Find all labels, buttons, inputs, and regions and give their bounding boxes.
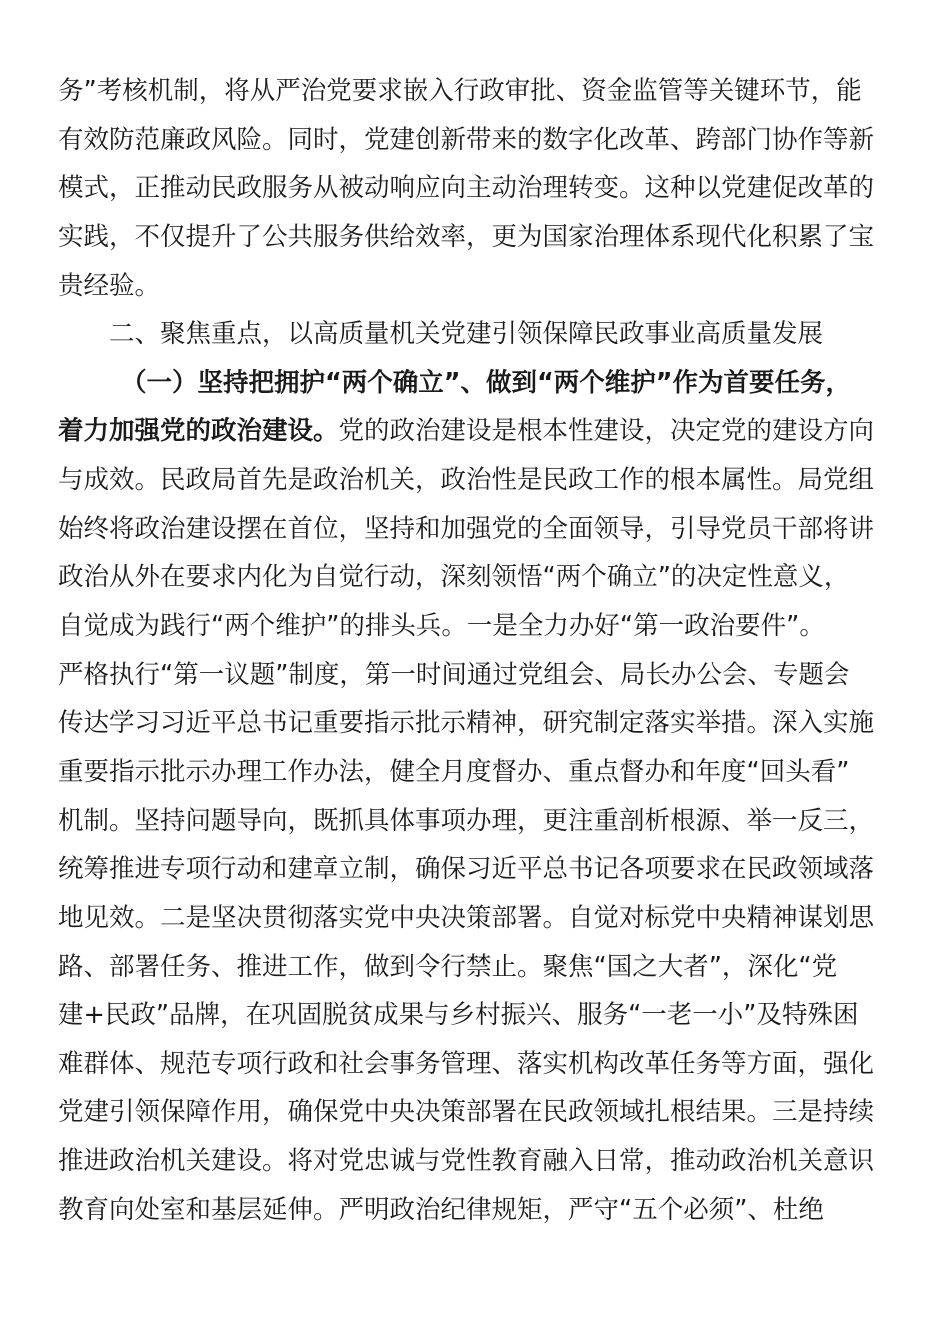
body-line: 推进政治机关建设。将对党忠诚与党性教育融入日常，推动政治机关意识 (58, 1146, 875, 1177)
body-line: 传达学习习近平总书记重要指示批示精神，研究制定落实举措。深入实施 (58, 708, 875, 739)
body-line: 难群体、规范专项行政和社会事务管理、落实机构改革任务等方面，强化 (58, 1048, 875, 1079)
body-line: 自觉成为践行“两个维护”的排头兵。一是全力办好“第一政治要件”。 (58, 611, 825, 642)
paragraph-line: 有效防范廉政风险。同时，党建创新带来的数字化改革、跨部门协作等新 (58, 124, 875, 155)
body-line: 重要指示批示办理工作办法，健全月度督办、重点督办和年度“回头看” (58, 756, 850, 787)
paragraph-line: 贵经验。 (58, 270, 161, 301)
body-line: 严格执行“第一议题”制度，第一时间通过党组会、局长办公会、专题会 (58, 659, 850, 690)
body-line: 政治从外在要求内化为自觉行动，深刻领悟“两个确立”的决定性意义， (58, 562, 850, 593)
paragraph-line: 实践，不仅提升了公共服务供给效率，更为国家治理体系现代化积累了宝 (58, 221, 875, 252)
document-page (58, 67, 892, 1234)
body-line: 与成效。民政局首先是政治机关，政治性是民政工作的根本属性。局党组 (58, 465, 875, 496)
section-heading: 二、聚焦重点，以高质量机关党建引领保障民政事业高质量发展 (109, 319, 824, 350)
body-line: 路、部署任务、推进工作，做到令行禁止。聚焦“国之大者”，深化“党 (58, 951, 838, 982)
body-line: 机制。坚持问题导向，既抓具体事项办理，更注重剖析根源、举一反三， (58, 805, 875, 836)
subheading-line: （一）坚持把拥护“两个确立”、做到“两个维护”作为首要任务， (121, 367, 852, 398)
paragraph-line: 务”考核机制，将从严治党要求嵌入行政审批、资金监管等关键环节，能 (58, 76, 862, 106)
body-line: 教育向处室和基层延伸。严明政治纪律规矩，严守“五个必须”、杜绝 (58, 1194, 824, 1225)
body-line: 党建引领保障作用，确保党中央决策部署在民政领域扎根结果。三是持续 (58, 1097, 875, 1128)
body-line: 建+民政”品牌，在巩固脱贫成果与乡村振兴、服务“一老一小”及特殊困 (58, 1000, 859, 1031)
subheading-continuation-line (58, 407, 892, 456)
body-line: 地见效。二是坚决贯彻落实党中央决策部署。自觉对标党中央精神谋划思 (58, 902, 875, 933)
body-line: 始终将政治建设摆在首位，坚持和加强党的全面领导，引导党员干部将讲 (58, 513, 875, 544)
subheading-bold-text: 着力加强党的政治建设。 (58, 416, 339, 447)
body-line: 统筹推进专项行动和建章立制，确保习近平总书记各项要求在民政领域落 (58, 854, 875, 885)
subheading-body-text: 党的政治建设是根本性建设，决定党的建设方向 (338, 416, 875, 447)
paragraph-line: 模式，正推动民政服务从被动响应向主动治理转变。这种以党建促改革的 (58, 173, 875, 204)
